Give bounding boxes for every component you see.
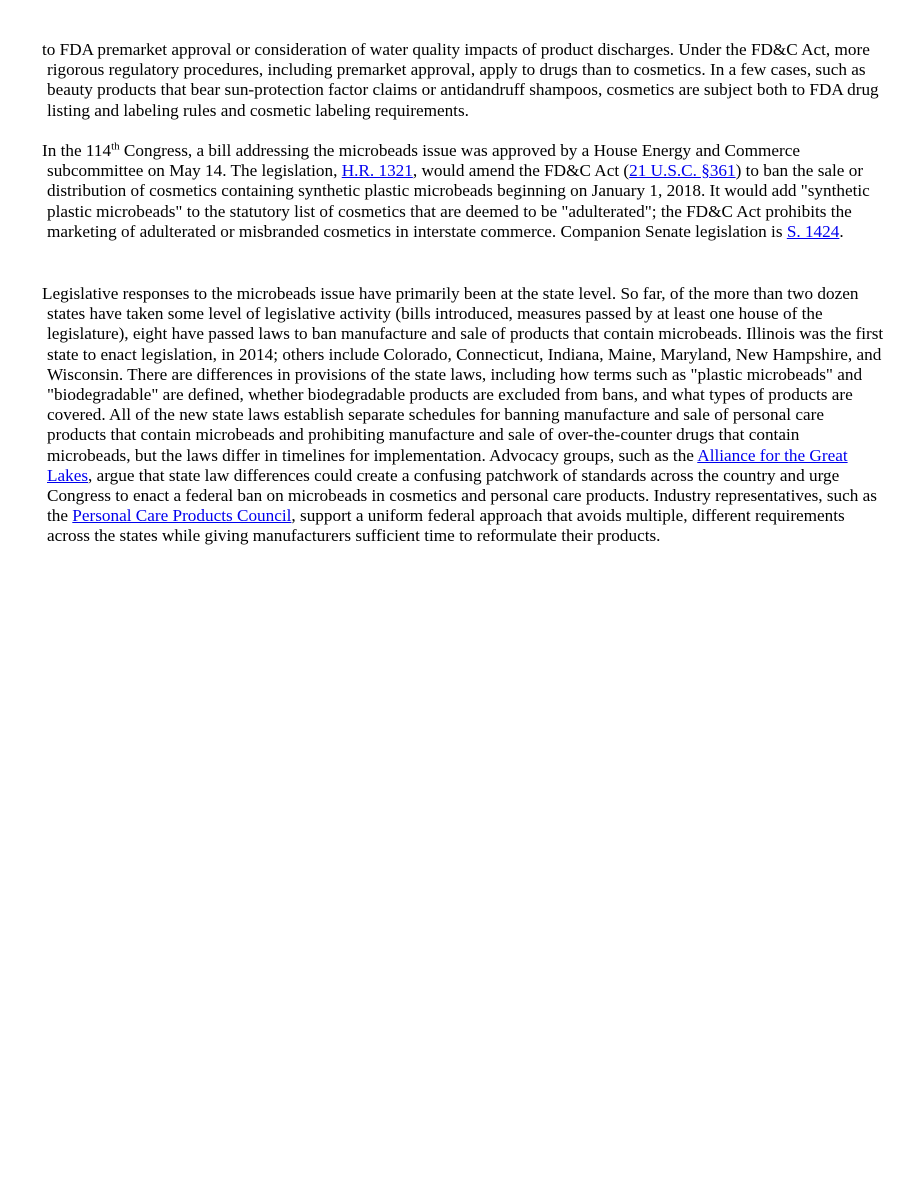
paragraph-114th-congress: [42, 141, 887, 242]
paragraph-state-legislation: [42, 284, 887, 547]
paragraph-text: .: [839, 221, 844, 241]
paragraph-text: , argue that state law differences could create a confusing patchwork of standards across the country and urge Congress to enact a federal ban on microbeads in cosmetics and personal care products. Industry representatives, such as the: [47, 465, 877, 526]
paragraph-text: ) to ban the sale or distribution of cosmetics containing synthetic plastic microbeads beginning on January 1, 2018. It would add "synthetic plastic microbeads" to the statutory list of cosmetics that are deemed to be "adulterated"; the FD&C Act prohibits the marketing of adulterated or misbranded cosmetics in interstate commerce. Companion Senate legislation is: [47, 161, 870, 241]
paragraph-text: , would amend the FD&C Act (: [412, 161, 630, 181]
link-21-usc-361[interactable]: 21 U.S.C. §361: [629, 161, 736, 181]
paragraph-text: Congress, a bill addressing the microbeads issue was approved by a House Energy and Commerce subcommittee on May 14. The legislation,: [47, 141, 800, 181]
ordinal-superscript: th: [111, 140, 120, 153]
link-alliance-great-lakes[interactable]: Alliance for the Great Lakes: [47, 445, 848, 485]
link-personal-care-products-council[interactable]: Personal Care Products Council: [72, 506, 292, 526]
paragraph-text: , support a uniform federal approach that avoids multiple, different requirements across the states while giving manufacturers sufficient time to reformulate their products.: [47, 506, 845, 546]
paragraph-fda-premarket: [42, 40, 887, 121]
link-hr-1321[interactable]: H.R. 1321: [341, 161, 413, 181]
link-s-1424[interactable]: S. 1424: [786, 221, 840, 241]
paragraph-text: In the 114: [42, 141, 112, 160]
paragraph-text: Legislative responses to the microbeads issue have primarily been at the state level. So far, of the more than two dozen states have taken some level of legislative activity (bills introduced, measures passed by at least one house of the legislature), eight have passed laws to ban manufacture and sale of products that contain microbeads. Illinois was the first state to enact legislation, in 2014; others include Colorado, Connecticut, Indiana, Maine, Maryland, New Hampshire, and Wisconsin. There are differences in provisions of the state laws, including how terms such as "plastic microbeads" and "biodegradable" are defined, whether biodegradable products are excluded from bans, and what types of products are covered. All of the new state laws establish separate schedules for banning manufacture and sale of personal care products that contain microbeads and prohibiting manufacture and sale of over-the-counter drugs that contain microbeads, but the laws differ in timelines for implementation. Advocacy groups, such as the: [42, 284, 884, 465]
paragraph-text: to FDA premarket approval or consideration of water quality impacts of product discharges. Under the FD&C Act, more rigorous regulatory procedures, including premarket approval, apply to drugs than to cosmetics. In a few cases, such as beauty products that bear sun-protection factor claims or antidandruff shampoos, cosmetics are subject both to FDA drug listing and labeling rules and cosmetic labeling requirements.: [42, 40, 879, 120]
